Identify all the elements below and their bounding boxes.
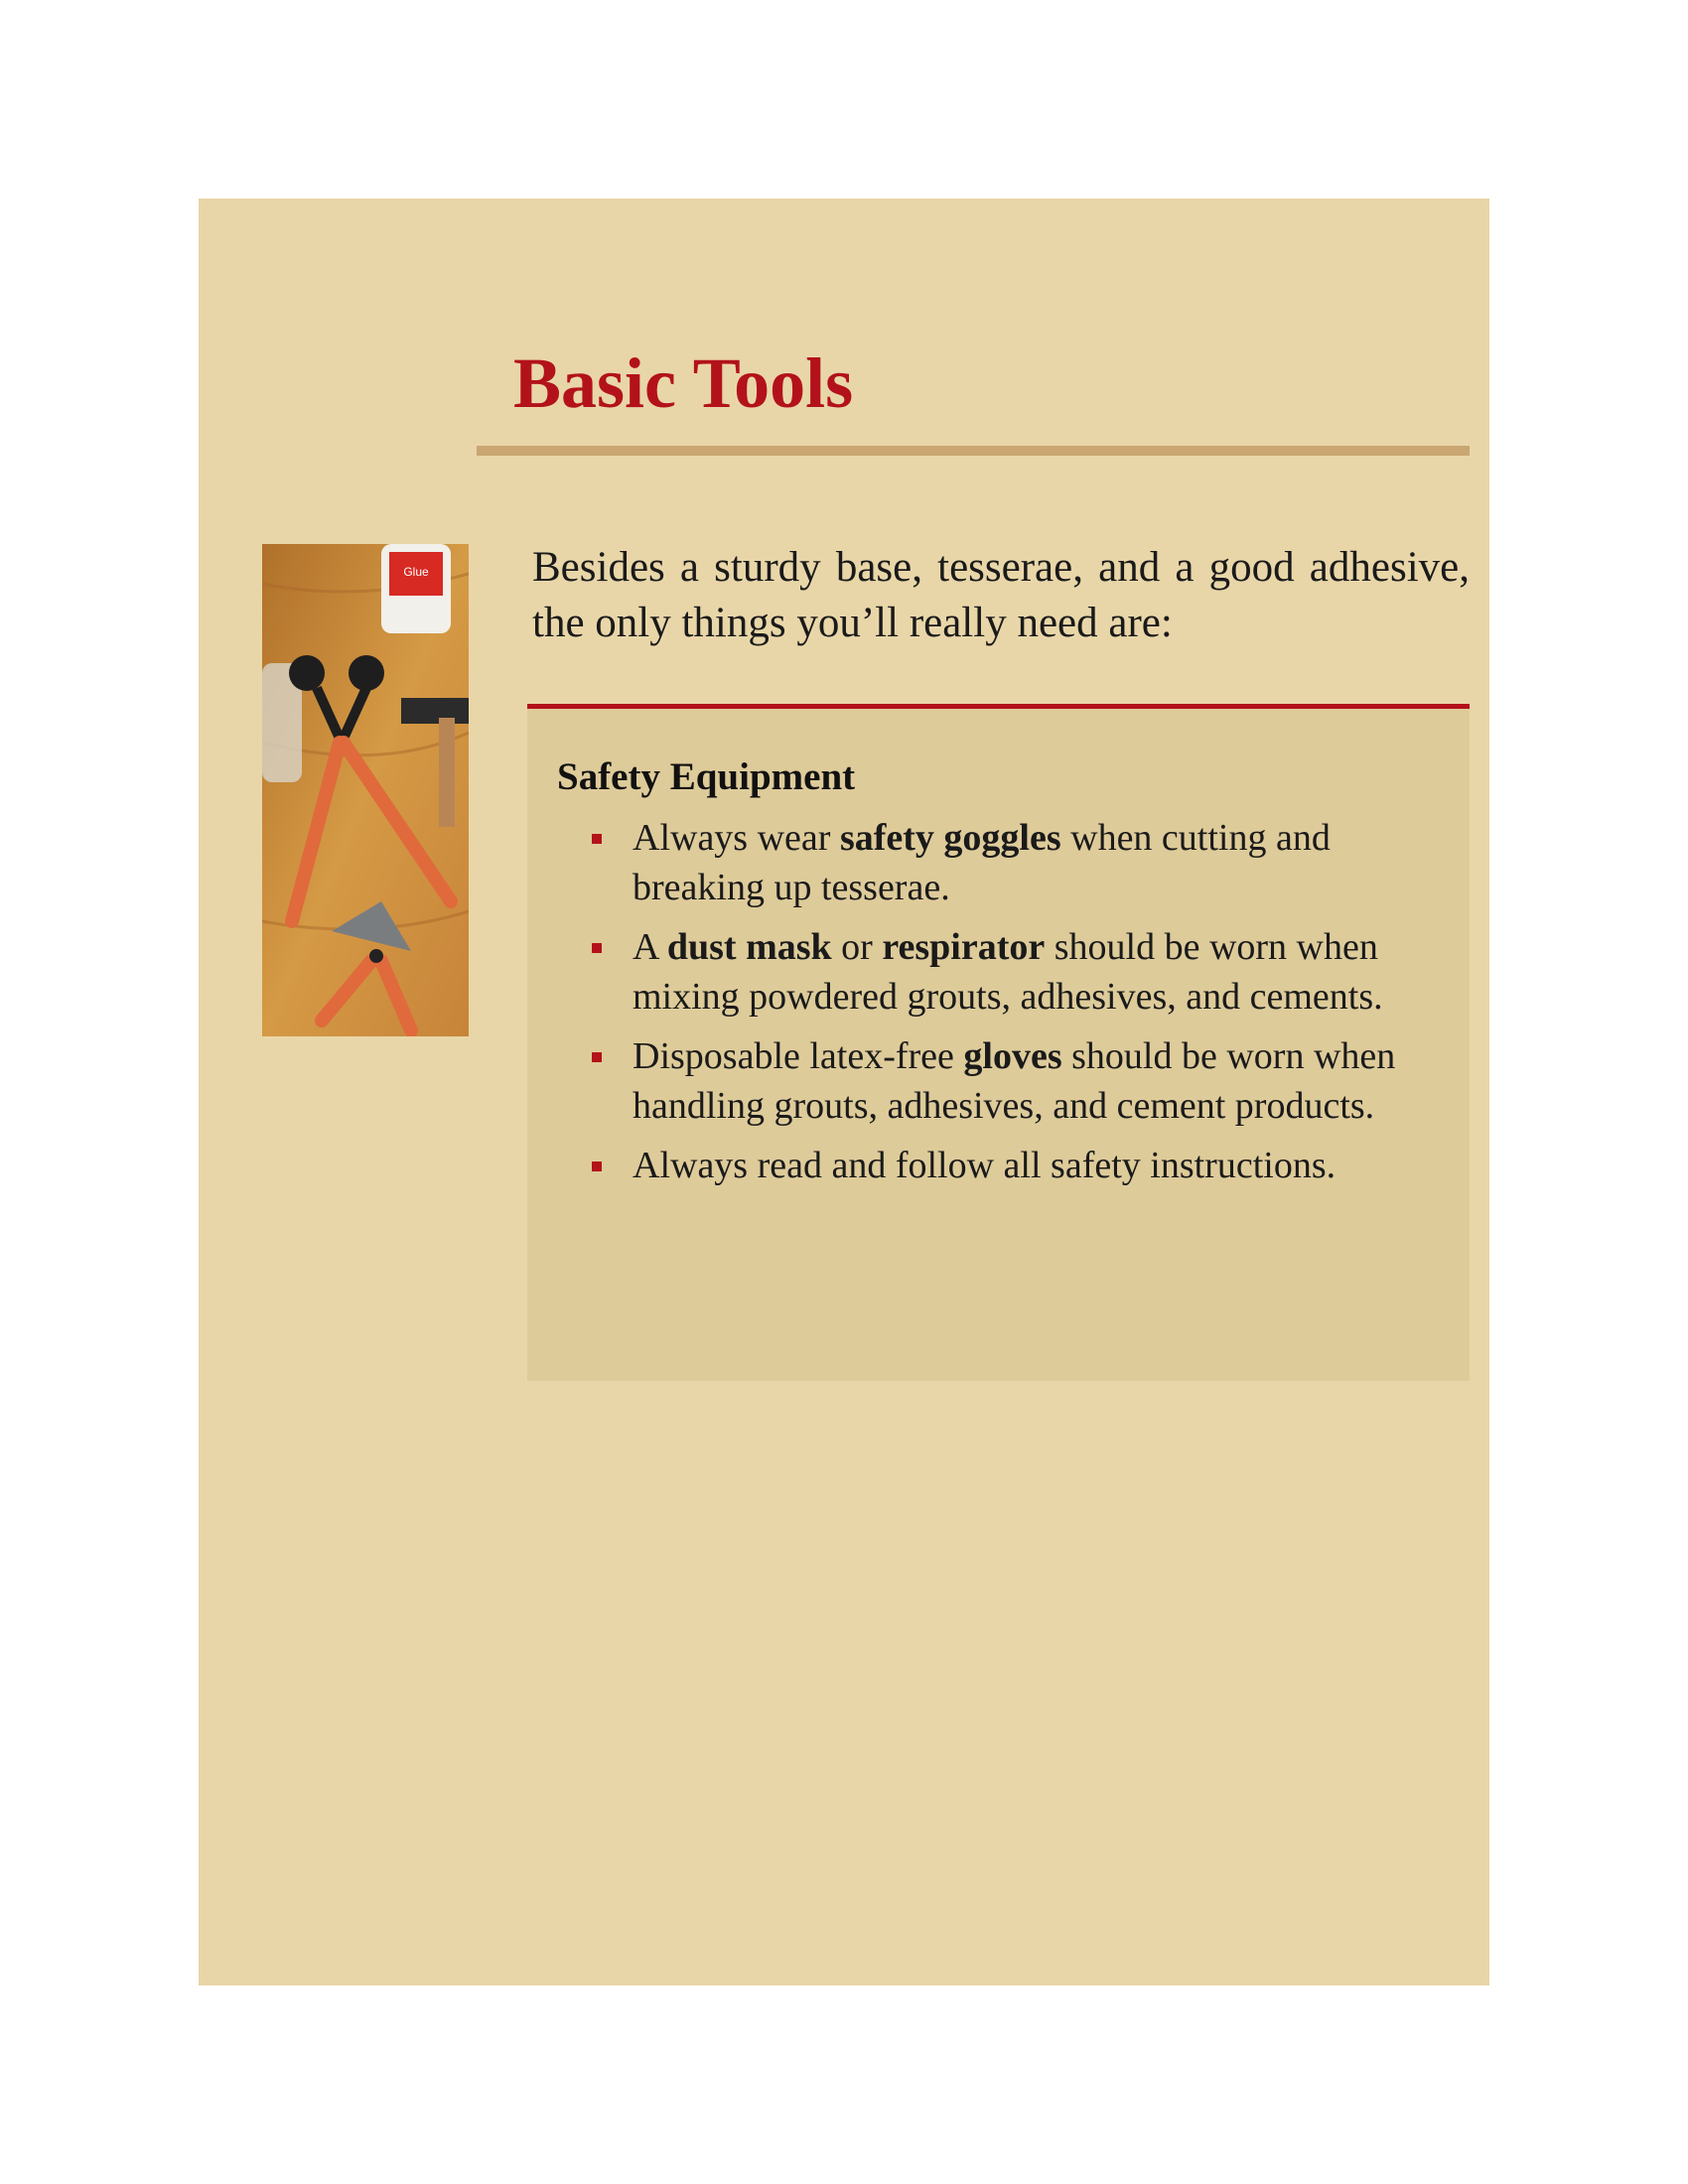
- page-title: Basic Tools: [513, 343, 854, 423]
- glue-label: Glue: [403, 565, 429, 579]
- bullet-square-icon: [592, 834, 602, 844]
- text-run: A: [633, 926, 667, 968]
- text-run: when cutting and breaking up tesserae.: [633, 817, 1331, 908]
- text-run-bold: respirator: [882, 926, 1046, 968]
- text-run-bold: dust mask: [666, 926, 832, 968]
- text-run: should be worn when handling grouts, adhesives, and cement products.: [633, 1035, 1396, 1127]
- title-underline: [477, 446, 1470, 456]
- bullet-square-icon: [592, 943, 602, 953]
- text-run-bold: safety goggles: [839, 817, 1061, 859]
- bullet-square-icon: [592, 1161, 602, 1171]
- text-run: Disposable latex-free: [633, 1035, 964, 1077]
- text-run-bold: gloves: [963, 1035, 1062, 1077]
- safety-item: [633, 1031, 1447, 1131]
- text-run: Always read and follow all safety instructions.: [633, 1145, 1336, 1186]
- safety-list: [633, 813, 1447, 1200]
- text-run: or: [831, 926, 883, 968]
- safety-equipment-box: [527, 709, 1470, 1381]
- intro-paragraph: Besides a sturdy base, tesserae, and a good adhesive, the only things you’ll really need are:: [532, 544, 1470, 646]
- text-run: Always wear: [633, 817, 840, 859]
- safety-heading: Safety Equipment: [557, 755, 856, 798]
- tools-photo: [262, 544, 469, 1036]
- safety-item: [633, 1141, 1447, 1190]
- safety-item: [633, 813, 1447, 912]
- safety-item: [633, 922, 1447, 1022]
- text-run: should be worn when mixing powdered grouts, adhesives, and cements.: [633, 926, 1383, 1018]
- page-panel: [199, 199, 1489, 1985]
- bullet-square-icon: [592, 1052, 602, 1062]
